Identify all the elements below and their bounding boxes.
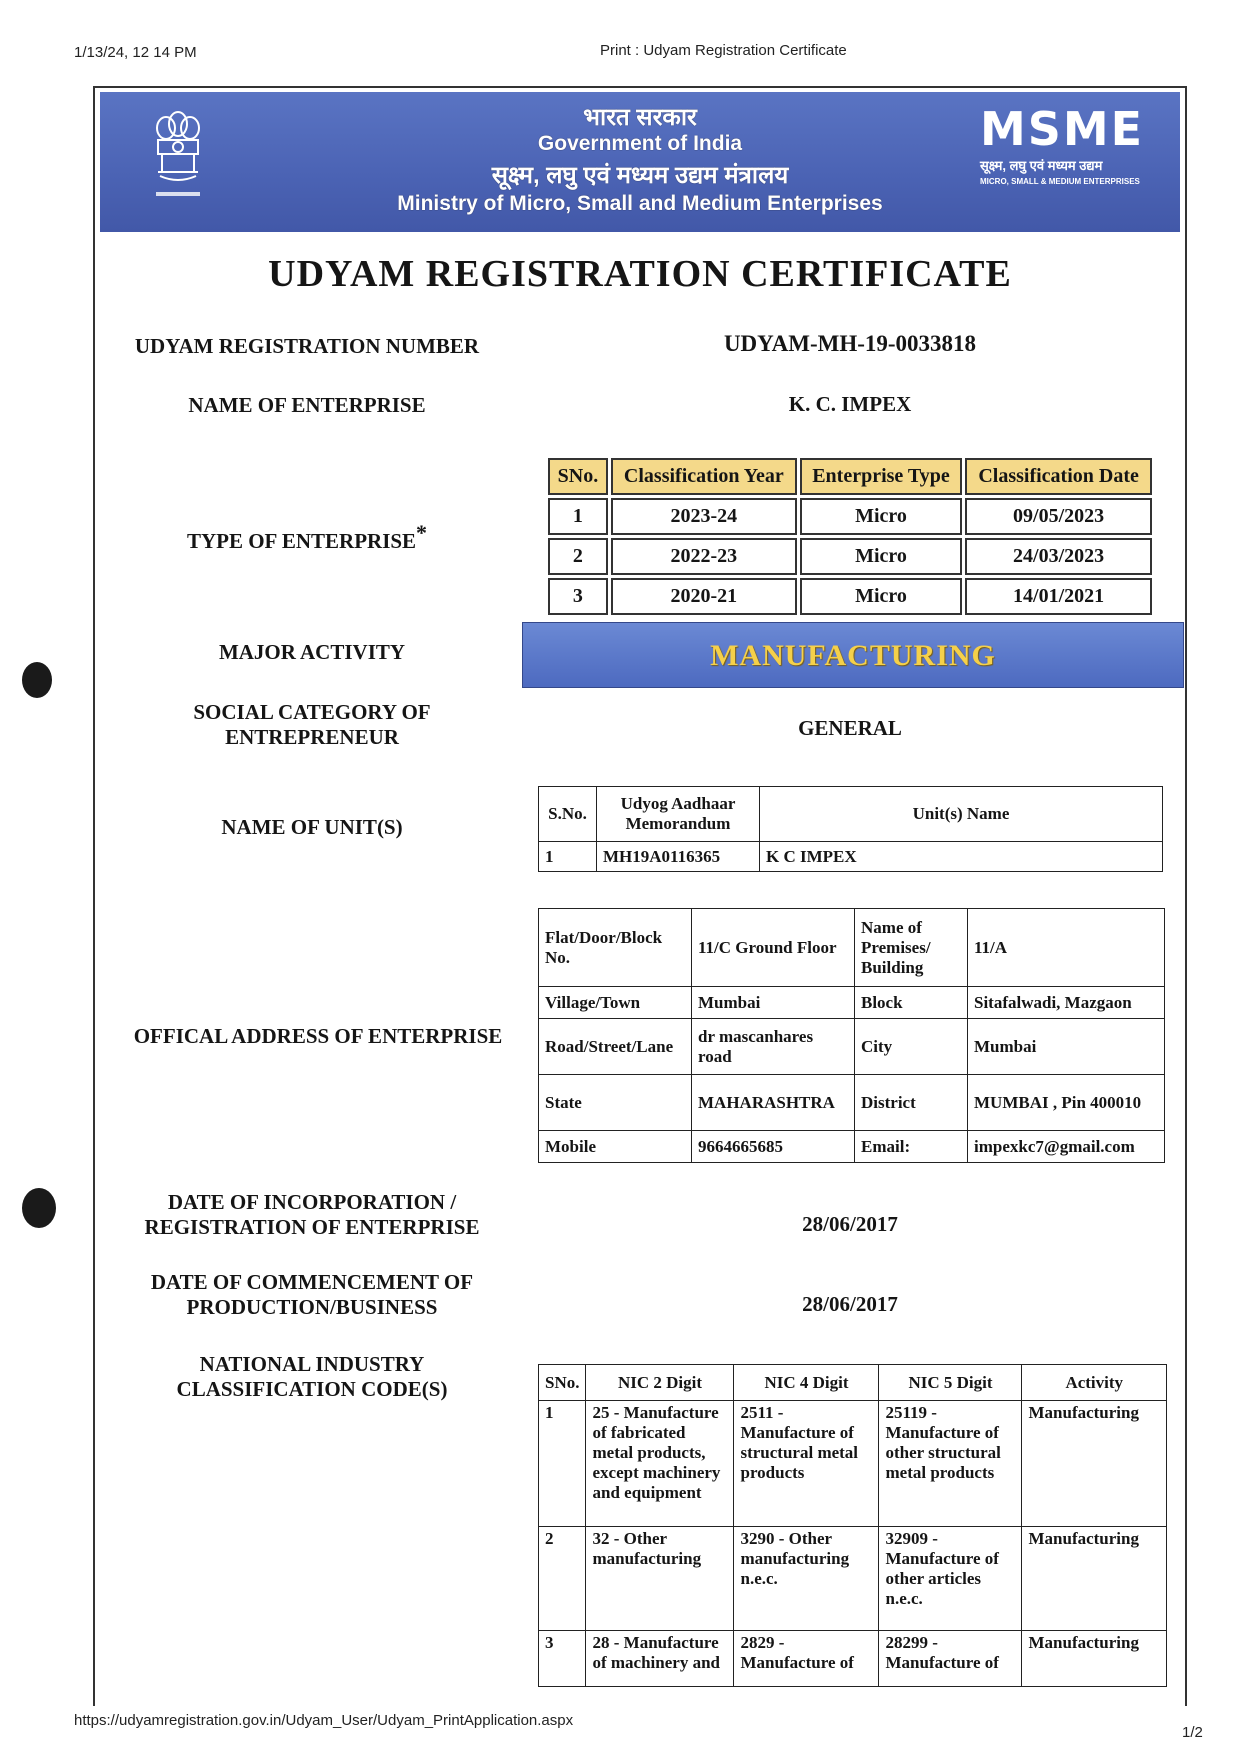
- cell: 28 - Manufacture of machinery and: [586, 1631, 734, 1687]
- cell: State: [539, 1075, 692, 1131]
- reg-number-value: UDYAM-MH-19-0033818: [723, 331, 977, 356]
- col-sno: S.No.: [539, 787, 597, 842]
- col-classification-year: Classification Year: [611, 458, 797, 495]
- col-enterprise-type: Enterprise Type: [800, 458, 962, 495]
- col-sno: SNo.: [539, 1365, 586, 1401]
- cell: dr mascanhares road: [692, 1019, 855, 1075]
- footer-page-number: 1/2: [1182, 1724, 1203, 1741]
- print-datetime: 1/13/24, 12 14 PM: [74, 44, 197, 61]
- asterisk: *: [416, 520, 428, 545]
- cell: MUMBAI , Pin 400010: [968, 1075, 1165, 1131]
- cell: 32 - Other manufacturing: [586, 1527, 734, 1631]
- cell: 24/03/2023: [965, 538, 1152, 575]
- table-row: [548, 578, 1152, 615]
- government-banner: [100, 92, 1180, 232]
- cell: 1: [539, 842, 597, 872]
- cell: 2: [548, 538, 608, 575]
- table-row: [539, 842, 1163, 872]
- commencement-date: 28/06/2017: [802, 1292, 898, 1316]
- commencement-label-line1: DATE OF COMMENCEMENT OF: [150, 1270, 474, 1294]
- cell: 2511 - Manufacture of structural metal products: [734, 1401, 879, 1527]
- incorporation-label-line1: DATE OF INCORPORATION /: [167, 1190, 457, 1214]
- col-nic-2: NIC 2 Digit: [586, 1365, 734, 1401]
- incorporation-label: [122, 1190, 502, 1240]
- cell: Mobile: [539, 1131, 692, 1163]
- table-row: [539, 1075, 1165, 1131]
- enterprise-type-label-text: TYPE OF ENTERPRISE: [186, 529, 417, 553]
- cell: 1: [548, 498, 608, 535]
- certificate-title: UDYAM REGISTRATION CERTIFICATE: [268, 253, 1012, 295]
- cell: Village/Town: [539, 987, 692, 1019]
- table-row: [539, 1401, 1167, 1527]
- table-row: [539, 1131, 1165, 1163]
- banner-hindi-ministry: सूक्ष्म, लघु एवं मध्यम उद्यम मंत्रालय: [491, 162, 789, 189]
- address-label: OFFICAL ADDRESS OF ENTERPRISE: [133, 1024, 503, 1048]
- cell: Flat/Door/Block No.: [539, 909, 692, 987]
- cell: Email:: [855, 1131, 968, 1163]
- banner-hindi-government: भारत सरकार: [583, 104, 697, 131]
- col-nic-5: NIC 5 Digit: [879, 1365, 1022, 1401]
- cell: Micro: [800, 538, 962, 575]
- commencement-label-line2: PRODUCTION/BUSINESS: [186, 1295, 438, 1319]
- nic-label-line1: NATIONAL INDUSTRY: [199, 1352, 425, 1376]
- table-row: [548, 498, 1152, 535]
- msme-logo-text: MSME: [980, 102, 1145, 156]
- cell: 09/05/2023: [965, 498, 1152, 535]
- classification-table: [545, 455, 1155, 618]
- social-category-value: GENERAL: [798, 716, 902, 740]
- cell: 28299 - Manufacture of: [879, 1631, 1022, 1687]
- col-classification-date: Classification Date: [965, 458, 1152, 495]
- cell: Manufacturing: [1022, 1401, 1167, 1527]
- incorporation-label-line2: REGISTRATION OF ENTERPRISE: [144, 1215, 480, 1239]
- nic-label: [122, 1352, 502, 1402]
- major-activity-label: MAJOR ACTIVITY: [218, 640, 406, 664]
- print-page-title: Print : Udyam Registration Certificate: [600, 42, 847, 59]
- col-unit-name: Unit(s) Name: [760, 787, 1163, 842]
- enterprise-name-value: K. C. IMPEX: [788, 392, 912, 416]
- cell: Road/Street/Lane: [539, 1019, 692, 1075]
- table-row: [539, 1631, 1167, 1687]
- nic-label-line2: CLASSIFICATION CODE(S): [176, 1377, 448, 1401]
- msme-tagline-hindi: सूक्ष्म, लघु एवं मध्यम उद्यम: [980, 158, 1103, 173]
- cell: 9664665685: [692, 1131, 855, 1163]
- units-label: NAME OF UNIT(S): [221, 815, 403, 839]
- enterprise-type-label: [122, 520, 492, 554]
- cell: MAHARASHTRA: [692, 1075, 855, 1131]
- cell: Manufacturing: [1022, 1631, 1167, 1687]
- msme-logo: [980, 102, 1150, 196]
- cell: MH19A0116365: [597, 842, 760, 872]
- cell: 32909 - Manufacture of other articles n.e.c.: [879, 1527, 1022, 1631]
- cell: Manufacturing: [1022, 1527, 1167, 1631]
- cell: 2829 - Manufacture of: [734, 1631, 879, 1687]
- cell: 1: [539, 1401, 586, 1527]
- cell: impexkc7@gmail.com: [968, 1131, 1165, 1163]
- cell: City: [855, 1019, 968, 1075]
- col-nic-4: NIC 4 Digit: [734, 1365, 879, 1401]
- cell: Block: [855, 987, 968, 1019]
- address-table: [538, 908, 1165, 1163]
- col-udyog-aadhaar: Udyog Aadhaar Memorandum: [597, 787, 760, 842]
- msme-tagline-english: MICRO, SMALL & MEDIUM ENTERPRISES: [980, 177, 1140, 186]
- reg-number-label: UDYAM REGISTRATION NUMBER: [134, 334, 480, 358]
- social-category-label-line1: SOCIAL CATEGORY OF: [193, 700, 431, 724]
- table-row: [539, 1019, 1165, 1075]
- cell: 11/C Ground Floor: [692, 909, 855, 987]
- cell: Mumbai: [692, 987, 855, 1019]
- cell: 2020-21: [611, 578, 797, 615]
- cell: 2022-23: [611, 538, 797, 575]
- social-category-label: [122, 700, 502, 750]
- cell: Micro: [800, 578, 962, 615]
- scan-punch-hole: [22, 662, 52, 698]
- cell: District: [855, 1075, 968, 1131]
- commencement-label: [122, 1270, 502, 1320]
- scan-punch-hole: [22, 1188, 56, 1228]
- table-row: [539, 909, 1165, 987]
- cell: Sitafalwadi, Mazgaon: [968, 987, 1165, 1019]
- col-activity: Activity: [1022, 1365, 1167, 1401]
- cell: 2023-24: [611, 498, 797, 535]
- cell: 3: [539, 1631, 586, 1687]
- cell: K C IMPEX: [760, 842, 1163, 872]
- nic-table: [538, 1364, 1167, 1687]
- cell: 11/A: [968, 909, 1165, 987]
- cell: 3290 - Other manufacturing n.e.c.: [734, 1527, 879, 1631]
- table-row: [548, 538, 1152, 575]
- cell: 25 - Manufacture of fabricated metal products, except machinery and equipment: [586, 1401, 734, 1527]
- cell: 25119 - Manufacture of other structural metal products: [879, 1401, 1022, 1527]
- cell: Name of Premises/ Building: [855, 909, 968, 987]
- social-category-label-line2: ENTREPRENEUR: [225, 725, 399, 749]
- incorporation-date: 28/06/2017: [802, 1212, 898, 1236]
- col-sno: SNo.: [548, 458, 608, 495]
- banner-ministry-name: Ministry of Micro, Small and Medium Enterprises: [397, 192, 883, 215]
- major-activity-value: MANUFACTURING: [522, 622, 1184, 688]
- enterprise-name-label: NAME OF ENTERPRISE: [188, 393, 426, 417]
- cell: 3: [548, 578, 608, 615]
- cell: Micro: [800, 498, 962, 535]
- cell: 14/01/2021: [965, 578, 1152, 615]
- table-row: [539, 987, 1165, 1019]
- cell: Mumbai: [968, 1019, 1165, 1075]
- footer-url: https://udyamregistration.gov.in/Udyam_User/Udyam_PrintApplication.aspx: [74, 1712, 574, 1729]
- units-table: [538, 786, 1163, 872]
- cell: 2: [539, 1527, 586, 1631]
- banner-government-of-india: Government of India: [537, 132, 743, 155]
- table-row: [539, 1527, 1167, 1631]
